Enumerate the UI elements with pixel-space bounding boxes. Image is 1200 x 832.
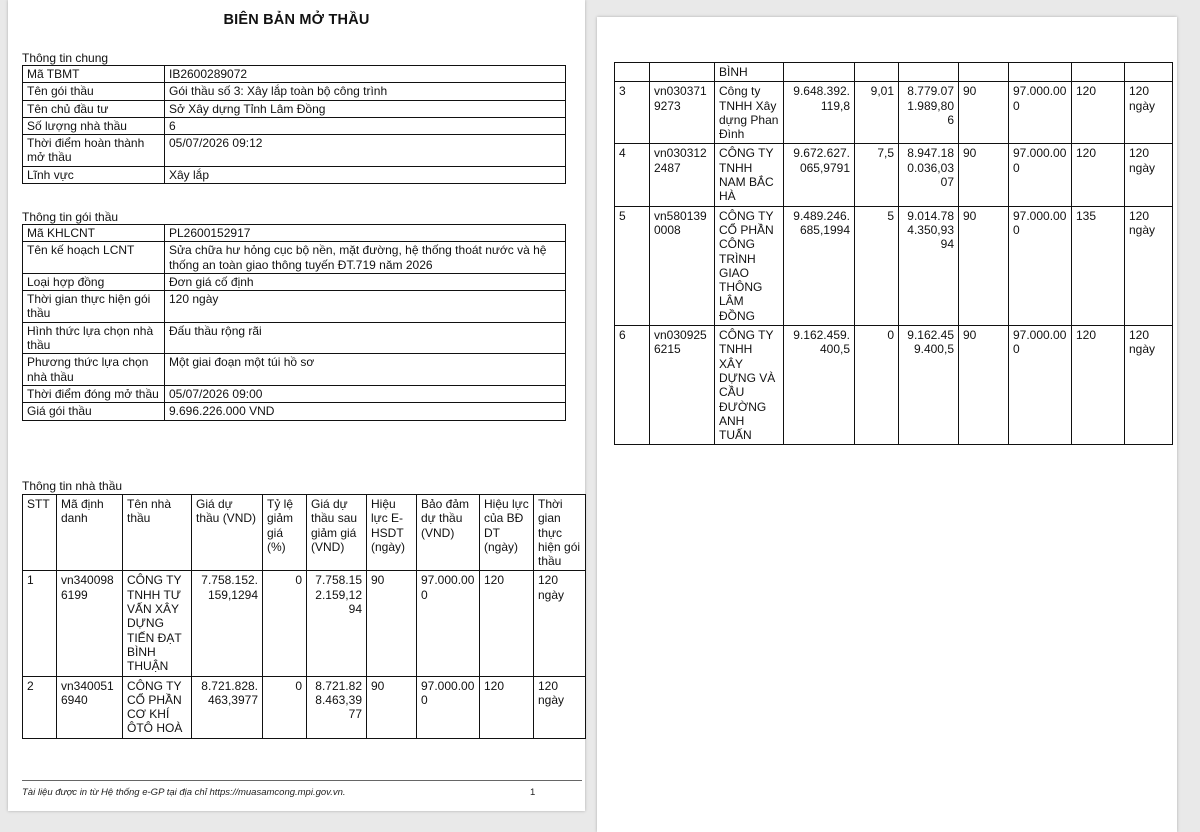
package-row <box>23 291 566 323</box>
cell-empty <box>855 63 899 82</box>
cell-empty <box>650 63 715 82</box>
field-label: Tên gói thầu <box>23 83 165 100</box>
cell-security-validity: 120 <box>1072 144 1125 206</box>
cell-bid-price: 9.489.246.685,1994 <box>784 206 855 325</box>
package-info-table <box>22 224 566 421</box>
general-info-table <box>22 65 566 184</box>
cell-stt: 4 <box>615 144 650 206</box>
cell-bidder-id: vn3400986199 <box>57 571 123 676</box>
document-page-2 <box>597 17 1177 832</box>
table-row <box>23 571 586 676</box>
cell-bid-price: 8.721.828.463,3977 <box>192 676 263 738</box>
table-row <box>615 82 1173 144</box>
cell-bidder-name: CÔNG TY TNHH NAM BẮC HÀ <box>715 144 784 206</box>
field-value: PL2600152917 <box>165 225 566 242</box>
cell-bid-price: 9.648.392.119,8 <box>784 82 855 144</box>
cell-security-validity: 120 <box>1072 326 1125 445</box>
field-label: Thời gian thực hiện gói thầu <box>23 291 165 323</box>
general-row <box>23 66 566 83</box>
cell-bid-security: 97.000.000 <box>1009 326 1072 445</box>
field-value: IB2600289072 <box>165 66 566 83</box>
cell-security-validity: 135 <box>1072 206 1125 325</box>
cell-execution-time: 120 ngày <box>534 571 586 676</box>
field-label: Hình thức lựa chọn nhà thầu <box>23 322 165 354</box>
cell-empty <box>615 63 650 82</box>
field-value: 9.696.226.000 VND <box>165 403 566 420</box>
package-row <box>23 354 566 386</box>
table-row-continued <box>615 63 1173 82</box>
cell-discount-rate: 9,01 <box>855 82 899 144</box>
package-row <box>23 273 566 290</box>
field-value: 120 ngày <box>165 291 566 323</box>
field-value: 05/07/2026 09:00 <box>165 385 566 402</box>
cell-security-validity: 120 <box>1072 82 1125 144</box>
cell-bidder-id: vn0303122487 <box>650 144 715 206</box>
cell-stt: 5 <box>615 206 650 325</box>
cell-stt: 1 <box>23 571 57 676</box>
column-header-bidder-id: Mã định danh <box>57 495 123 571</box>
page-number: 1 <box>530 787 536 798</box>
section-general-heading: Thông tin chung <box>22 51 109 65</box>
column-header-discount-rate: Tỷ lệ giảm giá (%) <box>263 495 307 571</box>
cell-empty <box>784 63 855 82</box>
cell-stt: 2 <box>23 676 57 738</box>
cell-price-after-discount: 9.014.784.350,9394 <box>899 206 959 325</box>
document-title: BIÊN BẢN MỞ THẦU <box>223 12 370 28</box>
cell-price-after-discount: 8.721.828.463,3977 <box>307 676 367 738</box>
column-header-security-validity: Hiệu lực của BĐ DT (ngày) <box>480 495 534 571</box>
column-header-stt: STT <box>23 495 57 571</box>
field-value: 05/07/2026 09:12 <box>165 135 566 167</box>
general-row <box>23 83 566 100</box>
field-value: Sửa chữa hư hỏng cục bộ nền, mặt đường, hệ thống thoát nước và hệ thống an toàn giao thông tuyến ĐT.719 năm 2026 <box>165 242 566 274</box>
cell-execution-time: 120 ngày <box>1125 144 1173 206</box>
cell-execution-time: 120 ngày <box>1125 326 1173 445</box>
cell-security-validity: 120 <box>480 571 534 676</box>
cell-price-after-discount: 9.162.459.400,5 <box>899 326 959 445</box>
cell-bid-price: 7.758.152.159,1294 <box>192 571 263 676</box>
field-label: Thời điểm hoàn thành mở thầu <box>23 135 165 167</box>
field-value: Đấu thầu rộng rãi <box>165 322 566 354</box>
cell-bidder-id: vn3400516940 <box>57 676 123 738</box>
section-package-heading: Thông tin gói thầu <box>22 210 119 224</box>
cell-stt: 6 <box>615 326 650 445</box>
cell-bid-security: 97.000.000 <box>1009 82 1072 144</box>
cell-execution-time: 120 ngày <box>534 676 586 738</box>
field-value: Xây lắp <box>165 166 566 183</box>
document-page-1 <box>8 0 585 811</box>
cell-stt: 3 <box>615 82 650 144</box>
general-row <box>23 117 566 134</box>
section-bidders-heading: Thông tin nhà thầu <box>22 479 123 493</box>
cell-bidder-name: BÌNH <box>715 63 784 82</box>
field-value: Đơn giá cố định <box>165 273 566 290</box>
cell-bidder-name: CÔNG TY TNHH XÂY DỰNG VÀ CẦU ĐƯỜNG ANH TUẤN <box>715 326 784 445</box>
field-label: Mã KHLCNT <box>23 225 165 242</box>
cell-price-after-discount: 7.758.152.159,1294 <box>307 571 367 676</box>
field-label: Số lượng nhà thầu <box>23 117 165 134</box>
table-row <box>615 326 1173 445</box>
cell-bidder-id: vn5801390008 <box>650 206 715 325</box>
column-header-price-after-discount: Giá dự thầu sau giảm giá (VND) <box>307 495 367 571</box>
table-row <box>615 144 1173 206</box>
field-label: Tên kế hoạch LCNT <box>23 242 165 274</box>
cell-bidder-name: CÔNG TY TNHH TƯ VẤN XÂY DỰNG TIẾN ĐẠT BÌNH THUẬN <box>123 571 192 676</box>
cell-bid-security: 97.000.000 <box>417 571 480 676</box>
footer-divider <box>22 780 582 781</box>
cell-empty <box>899 63 959 82</box>
cell-empty <box>959 63 1009 82</box>
cell-validity-days: 90 <box>959 206 1009 325</box>
cell-discount-rate: 5 <box>855 206 899 325</box>
package-row <box>23 225 566 242</box>
field-value: 6 <box>165 117 566 134</box>
column-header-bid-security: Bảo đảm dự thầu (VND) <box>417 495 480 571</box>
field-label: Thời điểm đóng mở thầu <box>23 385 165 402</box>
cell-bidder-id: vn0309256215 <box>650 326 715 445</box>
bidders-table <box>22 494 586 739</box>
field-value: Gói thầu số 3: Xây lắp toàn bộ công trình <box>165 83 566 100</box>
general-row <box>23 135 566 167</box>
column-header-bid-price: Giá dự thầu (VND) <box>192 495 263 571</box>
cell-bidder-name: CÔNG TY CỔ PHẦN CÔNG TRÌNH GIAO THÔNG LÂM ĐỒNG <box>715 206 784 325</box>
column-header-bidder-name: Tên nhà thầu <box>123 495 192 571</box>
cell-price-after-discount: 8.947.180.036,0307 <box>899 144 959 206</box>
cell-bid-price: 9.672.627.065,9791 <box>784 144 855 206</box>
cell-bidder-id: vn0303719273 <box>650 82 715 144</box>
package-row <box>23 242 566 274</box>
field-label: Loại hợp đồng <box>23 273 165 290</box>
cell-discount-rate: 0 <box>263 571 307 676</box>
footer-note: Tài liệu được in từ Hệ thống e-GP tại địa chỉ https://muasamcong.mpi.gov.vn. <box>22 787 346 798</box>
field-label: Tên chủ đầu tư <box>23 100 165 117</box>
field-value: Sở Xây dựng Tỉnh Lâm Đồng <box>165 100 566 117</box>
cell-bid-security: 97.000.000 <box>1009 144 1072 206</box>
cell-validity-days: 90 <box>367 676 417 738</box>
column-header-execution-time: Thời gian thực hiện gói thầu <box>534 495 586 571</box>
cell-price-after-discount: 8.779.071.989,806 <box>899 82 959 144</box>
table-row <box>23 676 586 738</box>
package-row <box>23 385 566 402</box>
field-label: Giá gói thầu <box>23 403 165 420</box>
general-row <box>23 166 566 183</box>
cell-validity-days: 90 <box>959 144 1009 206</box>
field-label: Phương thức lựa chọn nhà thầu <box>23 354 165 386</box>
cell-execution-time: 120 ngày <box>1125 206 1173 325</box>
cell-discount-rate: 0 <box>263 676 307 738</box>
table-row <box>615 206 1173 325</box>
general-row <box>23 100 566 117</box>
cell-execution-time: 120 ngày <box>1125 82 1173 144</box>
cell-discount-rate: 0 <box>855 326 899 445</box>
cell-discount-rate: 7,5 <box>855 144 899 206</box>
column-header-validity-days: Hiệu lực E-HSDT (ngày) <box>367 495 417 571</box>
cell-validity-days: 90 <box>959 82 1009 144</box>
cell-bidder-name: Công ty TNHH Xây dựng Phan Đình <box>715 82 784 144</box>
cell-validity-days: 90 <box>959 326 1009 445</box>
cell-bid-security: 97.000.000 <box>417 676 480 738</box>
cell-empty <box>1072 63 1125 82</box>
cell-empty <box>1009 63 1072 82</box>
cell-bid-security: 97.000.000 <box>1009 206 1072 325</box>
package-row <box>23 403 566 420</box>
cell-bidder-name: CÔNG TY CỔ PHẦN CƠ KHÍ ÔTÔ HOÀ <box>123 676 192 738</box>
cell-validity-days: 90 <box>367 571 417 676</box>
field-label: Lĩnh vực <box>23 166 165 183</box>
field-label: Mã TBMT <box>23 66 165 83</box>
field-value: Một giai đoạn một túi hồ sơ <box>165 354 566 386</box>
cell-bid-price: 9.162.459.400,5 <box>784 326 855 445</box>
cell-security-validity: 120 <box>480 676 534 738</box>
package-row <box>23 322 566 354</box>
bidders-table-continued <box>614 62 1173 445</box>
cell-empty <box>1125 63 1173 82</box>
